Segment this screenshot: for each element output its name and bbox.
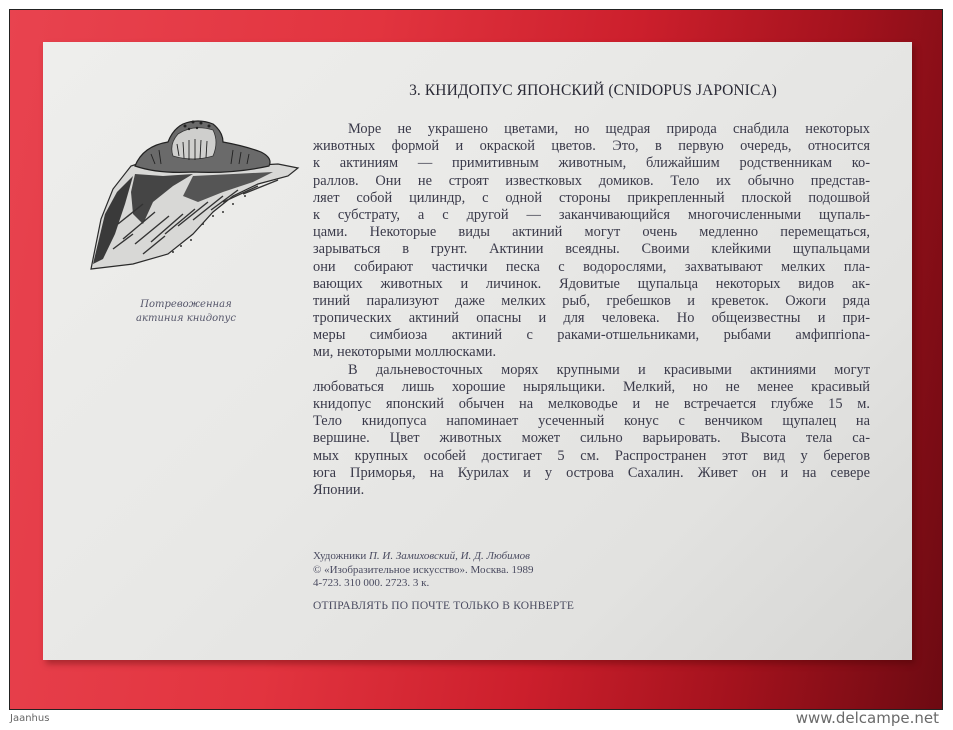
artists-names: П. И. Замиховский, И. Д. Любимов [368,550,530,562]
text-line: любоваться лишь хорошие ныряльщики. Мелкий, но не менее красивый [313,378,870,395]
text-line: к субстрату, а с другой — заканчивающийся многочисленными щупаль- [313,206,870,223]
text-line: тиний парализуют даже мелких рыб, гребешков и креветок. Ожоги ряда [313,292,870,309]
text-line: цами. Некоторые виды актиний могут очень медленно перемещаться, [313,224,870,241]
artists-line [313,550,533,564]
print-code-line: 4-723. 310 000. 2723. 3 к. [313,577,430,589]
text-line: Море не украшено цветами, но щедрая природа снабдила некоторых [348,121,870,137]
text-line: тропических актиний опасны и для человека. Но общеизвестны и при- [313,310,870,327]
caption-line: актиния книдопус [136,313,236,324]
postcard [43,42,912,660]
seller-watermark: Jaanhus [10,713,50,724]
description-text [313,121,870,499]
text-line: раллов. Они не строят известковых домиков. Тело их обычно представ- [313,172,870,189]
text-line: зарываться в грунт. Актинии всеядны. Своими клейкими щупальцами [313,241,870,258]
mail-instruction: ОТПРАВЛЯТЬ ПО ПОЧТЕ ТОЛЬКО В КОНВЕРТЕ [313,600,575,612]
text-line: ми, некоторыми моллюсками. [313,344,497,361]
text-line: они собирают частички песка с водорослями, захватывают мелких пла- [313,258,870,275]
text-line: меры симбиоза актиний с раками-отшельниками, рыбами амфипriona- [313,327,870,344]
text-line: вершине. Цвет животных может сильно варьировать. Высота тела са- [313,430,870,447]
publisher-line: © «Изобразительное искусство». Москва. 1989 [313,563,534,576]
text-line: Тело книдопуса напоминает усеченный конус с венчиком щупалец на [313,413,870,430]
illustration-caption [111,298,261,326]
postcard-title: 3. КНИДОПУС ЯПОНСКИЙ (CNIDOPUS JAPONICA) [409,82,777,99]
text-line: ляет собой цилиндр, с одной стороны прикрепленный плоской подошвой [313,189,870,206]
sea-anemone-drawing-icon [73,84,303,284]
caption-line: Потревоженная [140,299,232,310]
artists-label: Художники [313,550,367,562]
text-line: юга Приморья, на Курилах и у острова Сахалин. Живет он и на севере [313,464,870,481]
text-line: В дальневосточных морях крупными и красивыми актиниями могут [348,361,870,378]
site-watermark: www.delcampe.net [795,709,939,727]
text-line: вающих животных и личинок. Ядовитые щупальца некоторых видов ак- [313,275,870,292]
text-line: к актиниям — примитивным животным, ближайшим родственникам ко- [313,155,870,172]
text-line: книдопус японский обычен на мелководье и не встречается глубже 15 м. [313,396,870,412]
text-line: мых крупных особей достигает 5 см. Распространен этот вид у берегов [313,447,870,464]
credits-block [313,550,533,591]
text-line: Японии. [313,481,365,498]
text-line: животных формой и окраской цветов. Это, в первую очередь, относится [313,138,870,155]
